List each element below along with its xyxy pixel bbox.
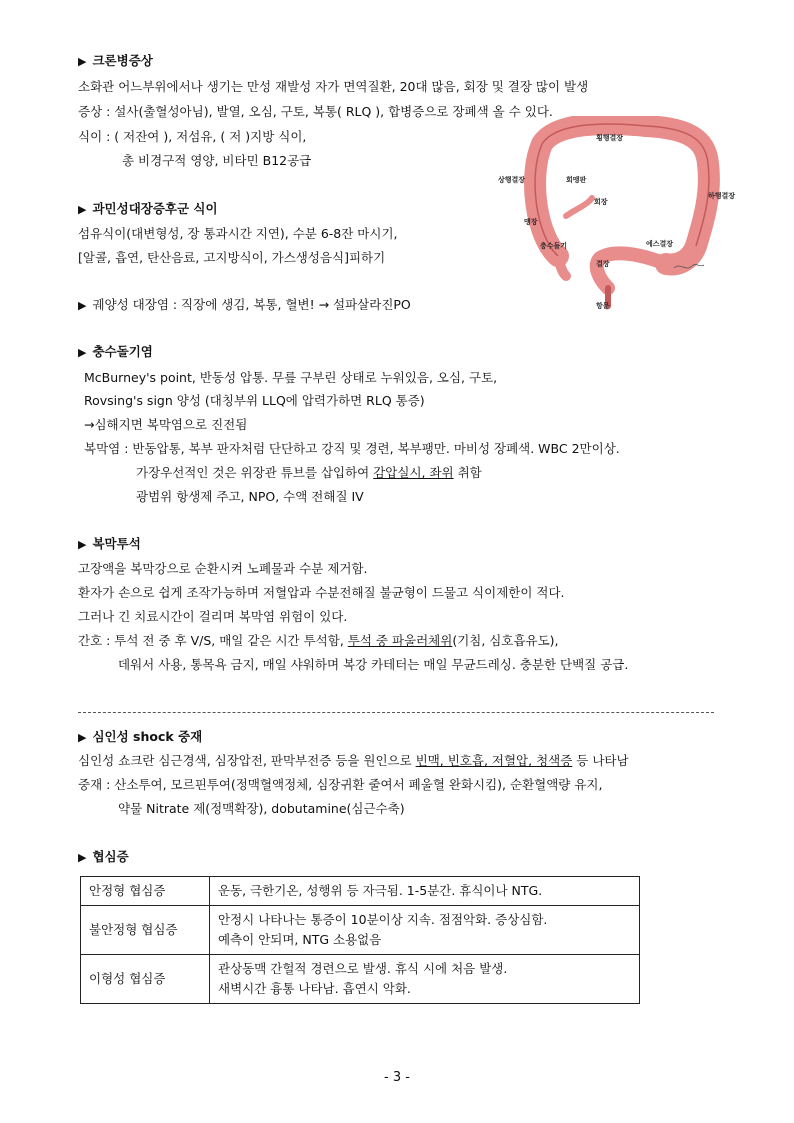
figure-label: 결장 [596,260,610,268]
angina-desc: 안정시 나타나는 통증이 10분이상 지속. 점점악화. 증상심함. 예측이 안되며, NTG 소용없음 [210,906,640,955]
section-title-ibs: ▶ 과민성대장증후군 식이 [78,201,218,216]
shock-line-3: 약물 Nitrate 제(정맥확장), dobutamine(심근수축) [118,801,405,816]
crohn-line-2: 증상 : 설사(출혈성아님), 발열, 오심, 구토, 복통( RLQ ), 합병증으로 장폐색 올 수 있다. [78,104,553,119]
page-number: - 3 - [384,1070,410,1085]
dialysis-line-5: 데워서 사용, 통목욕 금지, 매일 샤워하며 복강 카테터는 매일 무균드레싱. 충분한 단백질 공급. [118,657,629,672]
section-divider [78,712,714,713]
figure-label: 맹장 [524,218,538,226]
figure-label: 횡행결장 [596,134,624,142]
table-row [81,955,640,1004]
dialysis-line-2: 환자가 손으로 쉽게 조작가능하며 저혈압과 수분전해질 불균형이 드물고 식이제한이 적다. [78,585,565,600]
figure-label: 항문 [596,302,610,310]
colon-illustration [535,124,709,306]
figure-label: 상행결장 [498,176,526,184]
crohn-line-4: 총 비경구적 영양, 비타민 B12공급 [122,153,312,168]
dialysis-line-3: 그러나 긴 치료시간이 걸리며 복막염 위험이 있다. [78,609,348,624]
bullet-icon: ▶ [78,538,87,551]
bullet-icon: ▶ [78,851,87,864]
table-row [81,877,640,906]
appendicitis-line-1: McBurney's point, 반동성 압통. 무릎 구부린 상태로 누워있음, 오심, 구토, [84,370,498,385]
ulcerative-colitis-line: ▶ 궤양성 대장염 : 직장에 생김, 복통, 혈변! → 설파살라진PO [78,297,411,312]
angina-type: 안정형 협심증 [81,877,210,906]
section-title-shock: ▶ 심인성 shock 중재 [78,729,203,744]
bullet-icon: ▶ [78,346,87,359]
angina-desc: 운동, 극한기온, 성행위 등 자극됨. 1-5분간. 휴식이나 NTG. [210,877,640,906]
figure-label: 회맹판 [566,176,587,184]
appendicitis-line-3: →심해지면 복막염으로 진전됨 [84,417,248,432]
figure-label: 회장 [594,198,608,206]
figure-label: 하행결장 [708,192,736,200]
section-title-angina: ▶ 협심증 [78,849,129,864]
peritonitis-line-1: 복막염 : 반동압통, 복부 판자처럼 단단하고 강직 및 경련, 복부팽만. 마비성 장폐색. WBC 2만이상. [84,441,620,456]
section-title-appendicitis: ▶ 충수돌기염 [78,344,153,359]
figure-label: 충수돌기 [540,242,568,250]
peritonitis-line-2: 가장우선적인 것은 위장관 튜브를 삽입하여 감압실시, 좌위 취함 [136,465,482,480]
shock-line-1: 심인성 쇼크란 심근경색, 심장압전, 판막부전증 등을 원인으로 빈맥, 빈호흡, 저혈압, 청색증 등 나타남 [78,753,629,768]
angina-type: 이형성 협심증 [81,955,210,1004]
crohn-line-1: 소화관 어느부위에서나 생기는 만성 재발성 자가 면역질환, 20대 많음, 회장 및 결장 많이 발생 [78,79,589,94]
bullet-icon: ▶ [78,55,87,68]
bullet-icon: ▶ [78,203,87,216]
bullet-icon: ▶ [78,731,87,744]
ibs-line-2: [알콜, 흡연, 탄산음료, 고지방식이, 가스생성음식]피하기 [78,250,386,265]
shock-line-2: 중재 : 산소투여, 모르핀투여(정맥혈액정체, 심장귀환 줄여서 폐울혈 완화시킴), 순환혈액량 유지, [78,777,603,792]
section-title-crohn: ▶ 크론병증상 [78,53,153,68]
crohn-line-3: 식이 : ( 저잔여 ), 저섬유, ( 저 )지방 식이, [78,129,307,144]
angina-type: 불안정형 협심증 [81,906,210,955]
angina-desc: 관상동맥 간헐적 경련으로 발생. 휴식 시에 처음 발생. 새벽시간 흉통 나타남. 흡연시 악화. [210,955,640,1004]
dialysis-line-4: 간호 : 투석 전 중 후 V/S, 매일 같은 시간 투석함, 투석 중 파울러체위(기침, 심호흡유도), [78,633,559,648]
figure-label: 에스결장 [646,240,674,248]
table-row [81,906,640,955]
dialysis-line-1: 고장액을 복막강으로 순환시켜 노폐물과 수분 제거함. [78,561,368,576]
section-title-dialysis: ▶ 복막투석 [78,536,141,551]
appendicitis-line-2: Rovsing's sign 양성 (대칭부위 LLQ에 압력가하면 RLQ 통증) [84,393,425,408]
angina-table [80,876,640,1004]
peritonitis-line-3: 광범위 항생제 주고, NPO, 수액 전해질 IV [136,489,364,504]
colon-anatomy-figure [496,116,748,312]
bullet-icon: ▶ [78,299,87,312]
ibs-line-1: 섬유식이(대변형성, 장 통과시간 지연), 수분 6-8잔 마시기, [78,226,398,241]
